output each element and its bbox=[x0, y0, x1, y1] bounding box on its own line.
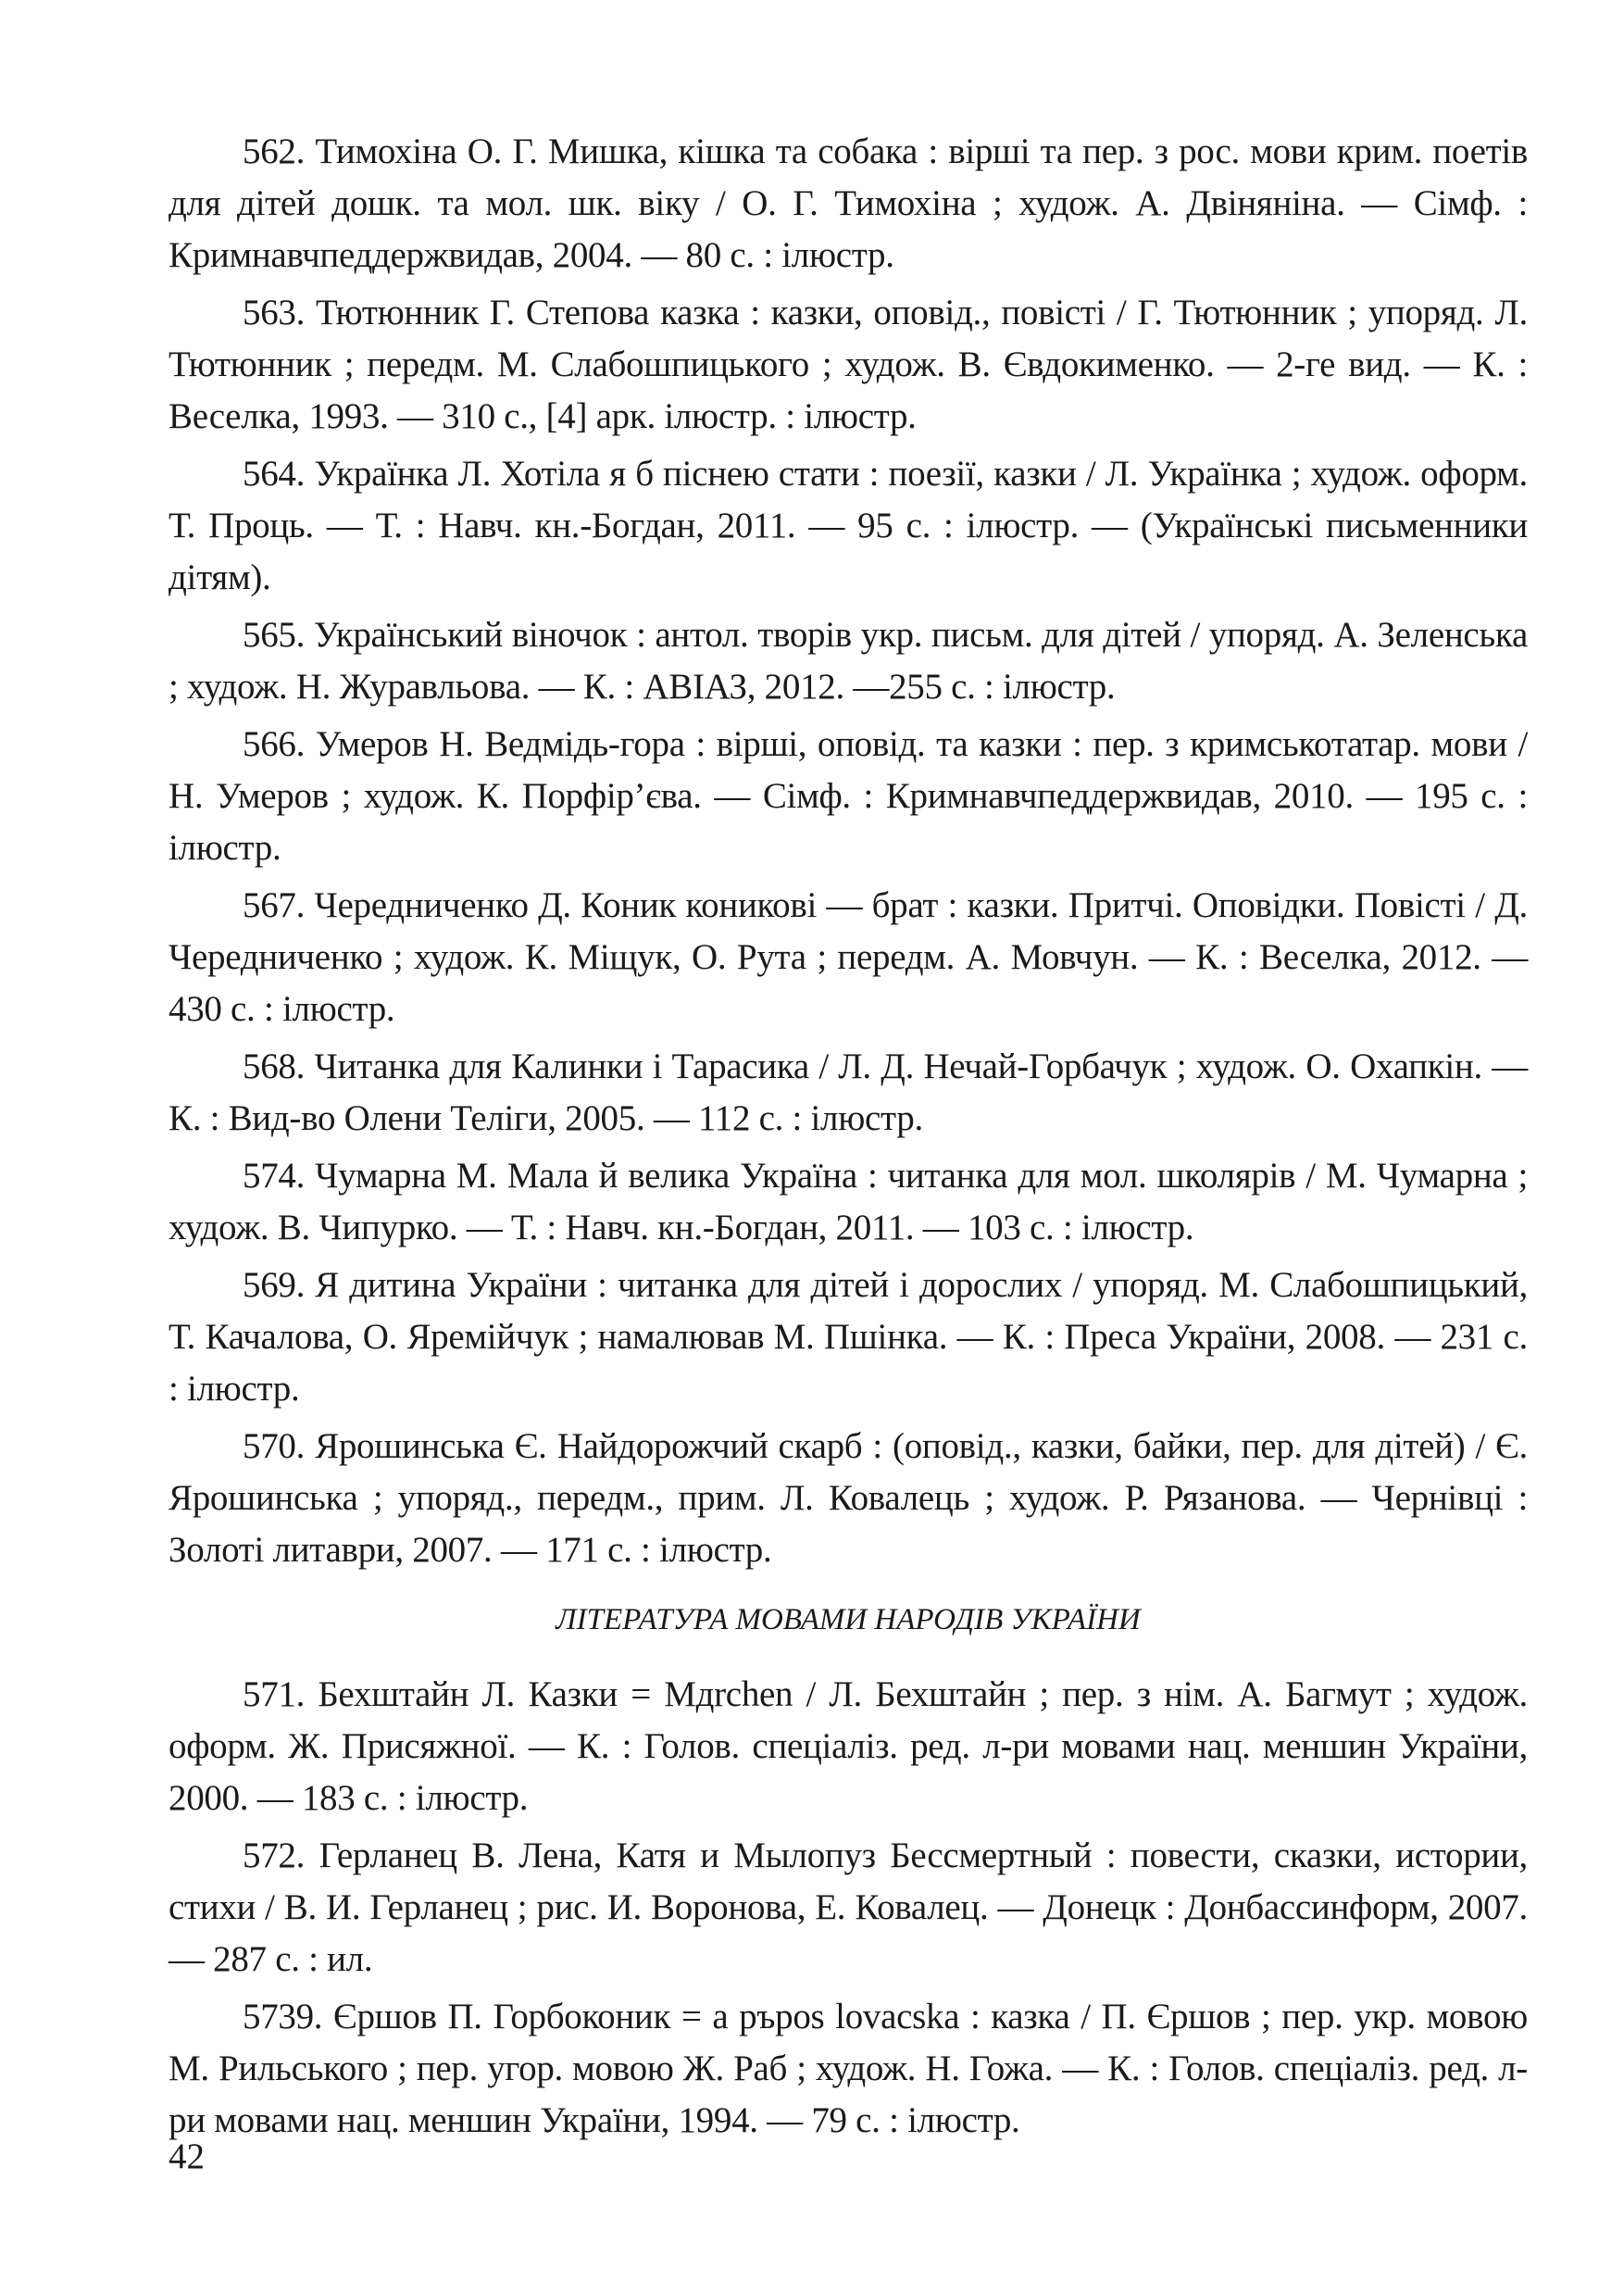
page-number: 42 bbox=[169, 2136, 205, 2176]
bibliography-entry: 5739. Єршов П. Горбоконик = a рърos lovacska : казка / П. Єршов ; пер. укр. мовою М. Рильського ; пер. угор. мовою Ж. Раб ; худож. Н. Гожа. — К. : Голов. спеціаліз. ред. л-ри мовами нац. меншин України, 1994. — 79 с. : ілюстр. bbox=[169, 1997, 1528, 2140]
bibliography-entry: 569. Я дитина України : читанка для дітей і дорослих / упоряд. М. Слабошпицький, Т. Качалова, О. Яремійчук ; намалював М. Пшінка. — К. : Преса України, 2008. — 231 с. : ілюстр. bbox=[169, 1265, 1528, 1409]
page-body bbox=[169, 126, 1528, 2152]
bibliography-entry: 562. Тимохіна О. Г. Мишка, кішка та собака : вірші та пер. з рос. мови крим. поетів для дітей дошк. та мол. шк. віку / О. Г. Тимохіна ; худож. А. Двіняніна. — Сімф. : Кримнавчпеддержвидав, 2004. — 80 с. : ілюстр. bbox=[169, 132, 1528, 275]
bibliography-entry: 566. Умеров Н. Ведмідь-гора : вірші, оповід. та казки : пер. з кримськотатар. мови / Н. Умеров ; худож. К. Порфір’єва. — Сімф. : Кримнавчпеддержвидав, 2010. — 195 с. : ілюстр. bbox=[169, 724, 1528, 868]
bibliography-entry: 564. Українка Л. Хотіла я б піснею стати : поезії, казки / Л. Українка ; худож. оформ. Т. Проць. — Т. : Навч. кн.-Богдан, 2011. — 95 с. : ілюстр. — (Українські письменники дітям). bbox=[169, 454, 1528, 597]
bibliography-entry: 567. Чередниченко Д. Коник кониковi — брат : казки. Притчі. Оповідки. Повісті / Д. Чередниченко ; худож. К. Міщук, О. Рута ; передм. А. Мовчун. — К. : Веселка, 2012. — 430 с. : ілюстр. bbox=[169, 885, 1528, 1029]
bibliography-entry: 565. Український віночок : антол. творів укр. письм. для дітей / упоряд. А. Зеленська ; худож. Н. Журавльова. — К. : АВІАЗ, 2012. —255 с. : ілюстр. bbox=[169, 615, 1528, 707]
bibliography-entry: 572. Герланец В. Лена, Катя и Мылопуз Бессмертный : повести, сказки, истории, стихи / В. И. Герланец ; рис. И. Воронова, Е. Ковалец. — Донецк : Донбассинформ, 2007. — 287 с. : ил. bbox=[169, 1836, 1528, 1979]
bibliography-entry: 568. Читанка для Калинки і Тарасика / Л. Д. Нечай-Горбачук ; худож. О. Охапкін. — К. : Вид-во Олени Теліги, 2005. — 112 с. : ілюстр. bbox=[169, 1046, 1528, 1138]
bibliography-entry: 571. Бехштайн Л. Казки = Mдrchen / Л. Бехштайн ; пер. з нім. А. Багмут ; худож. оформ. Ж. Присяжної. — К. : Голов. спеціаліз. ред. л-ри мовами нац. меншин України, 2000. — 183 с. : ілюстр. bbox=[169, 1674, 1528, 1818]
bibliography-entry: 574. Чумарна М. Мала й велика Україна : читанка для мол. школярів / М. Чумарна ; худож. В. Чипурко. — Т. : Навч. кн.-Богдан, 2011. — 103 с. : ілюстр. bbox=[169, 1156, 1528, 1247]
section-heading: ЛІТЕРАТУРА МОВАМИ НАРОДІВ УКРАЇНИ bbox=[556, 1603, 1141, 1636]
bibliography-entry: 563. Тютюнник Г. Степова казка : казки, оповід., повісті / Г. Тютюнник ; упоряд. Л. Тютюнник ; передм. М. Слабошпицького ; худож. В. Євдокименко. — 2-ге вид. — К. : Веселка, 1993. — 310 с., [4] арк. ілюстр. : ілюстр. bbox=[169, 293, 1528, 436]
bibliography-entry: 570. Ярошинська Є. Найдорожчий скарб : (оповід., казки, байки, пер. для дітей) / Є. Ярошинська ; упоряд., передм., прим. Л. Ковалець ; худож. Р. Рязанова. — Чернівці : Золоті литаври, 2007. — 171 с. : ілюстр. bbox=[169, 1426, 1528, 1570]
